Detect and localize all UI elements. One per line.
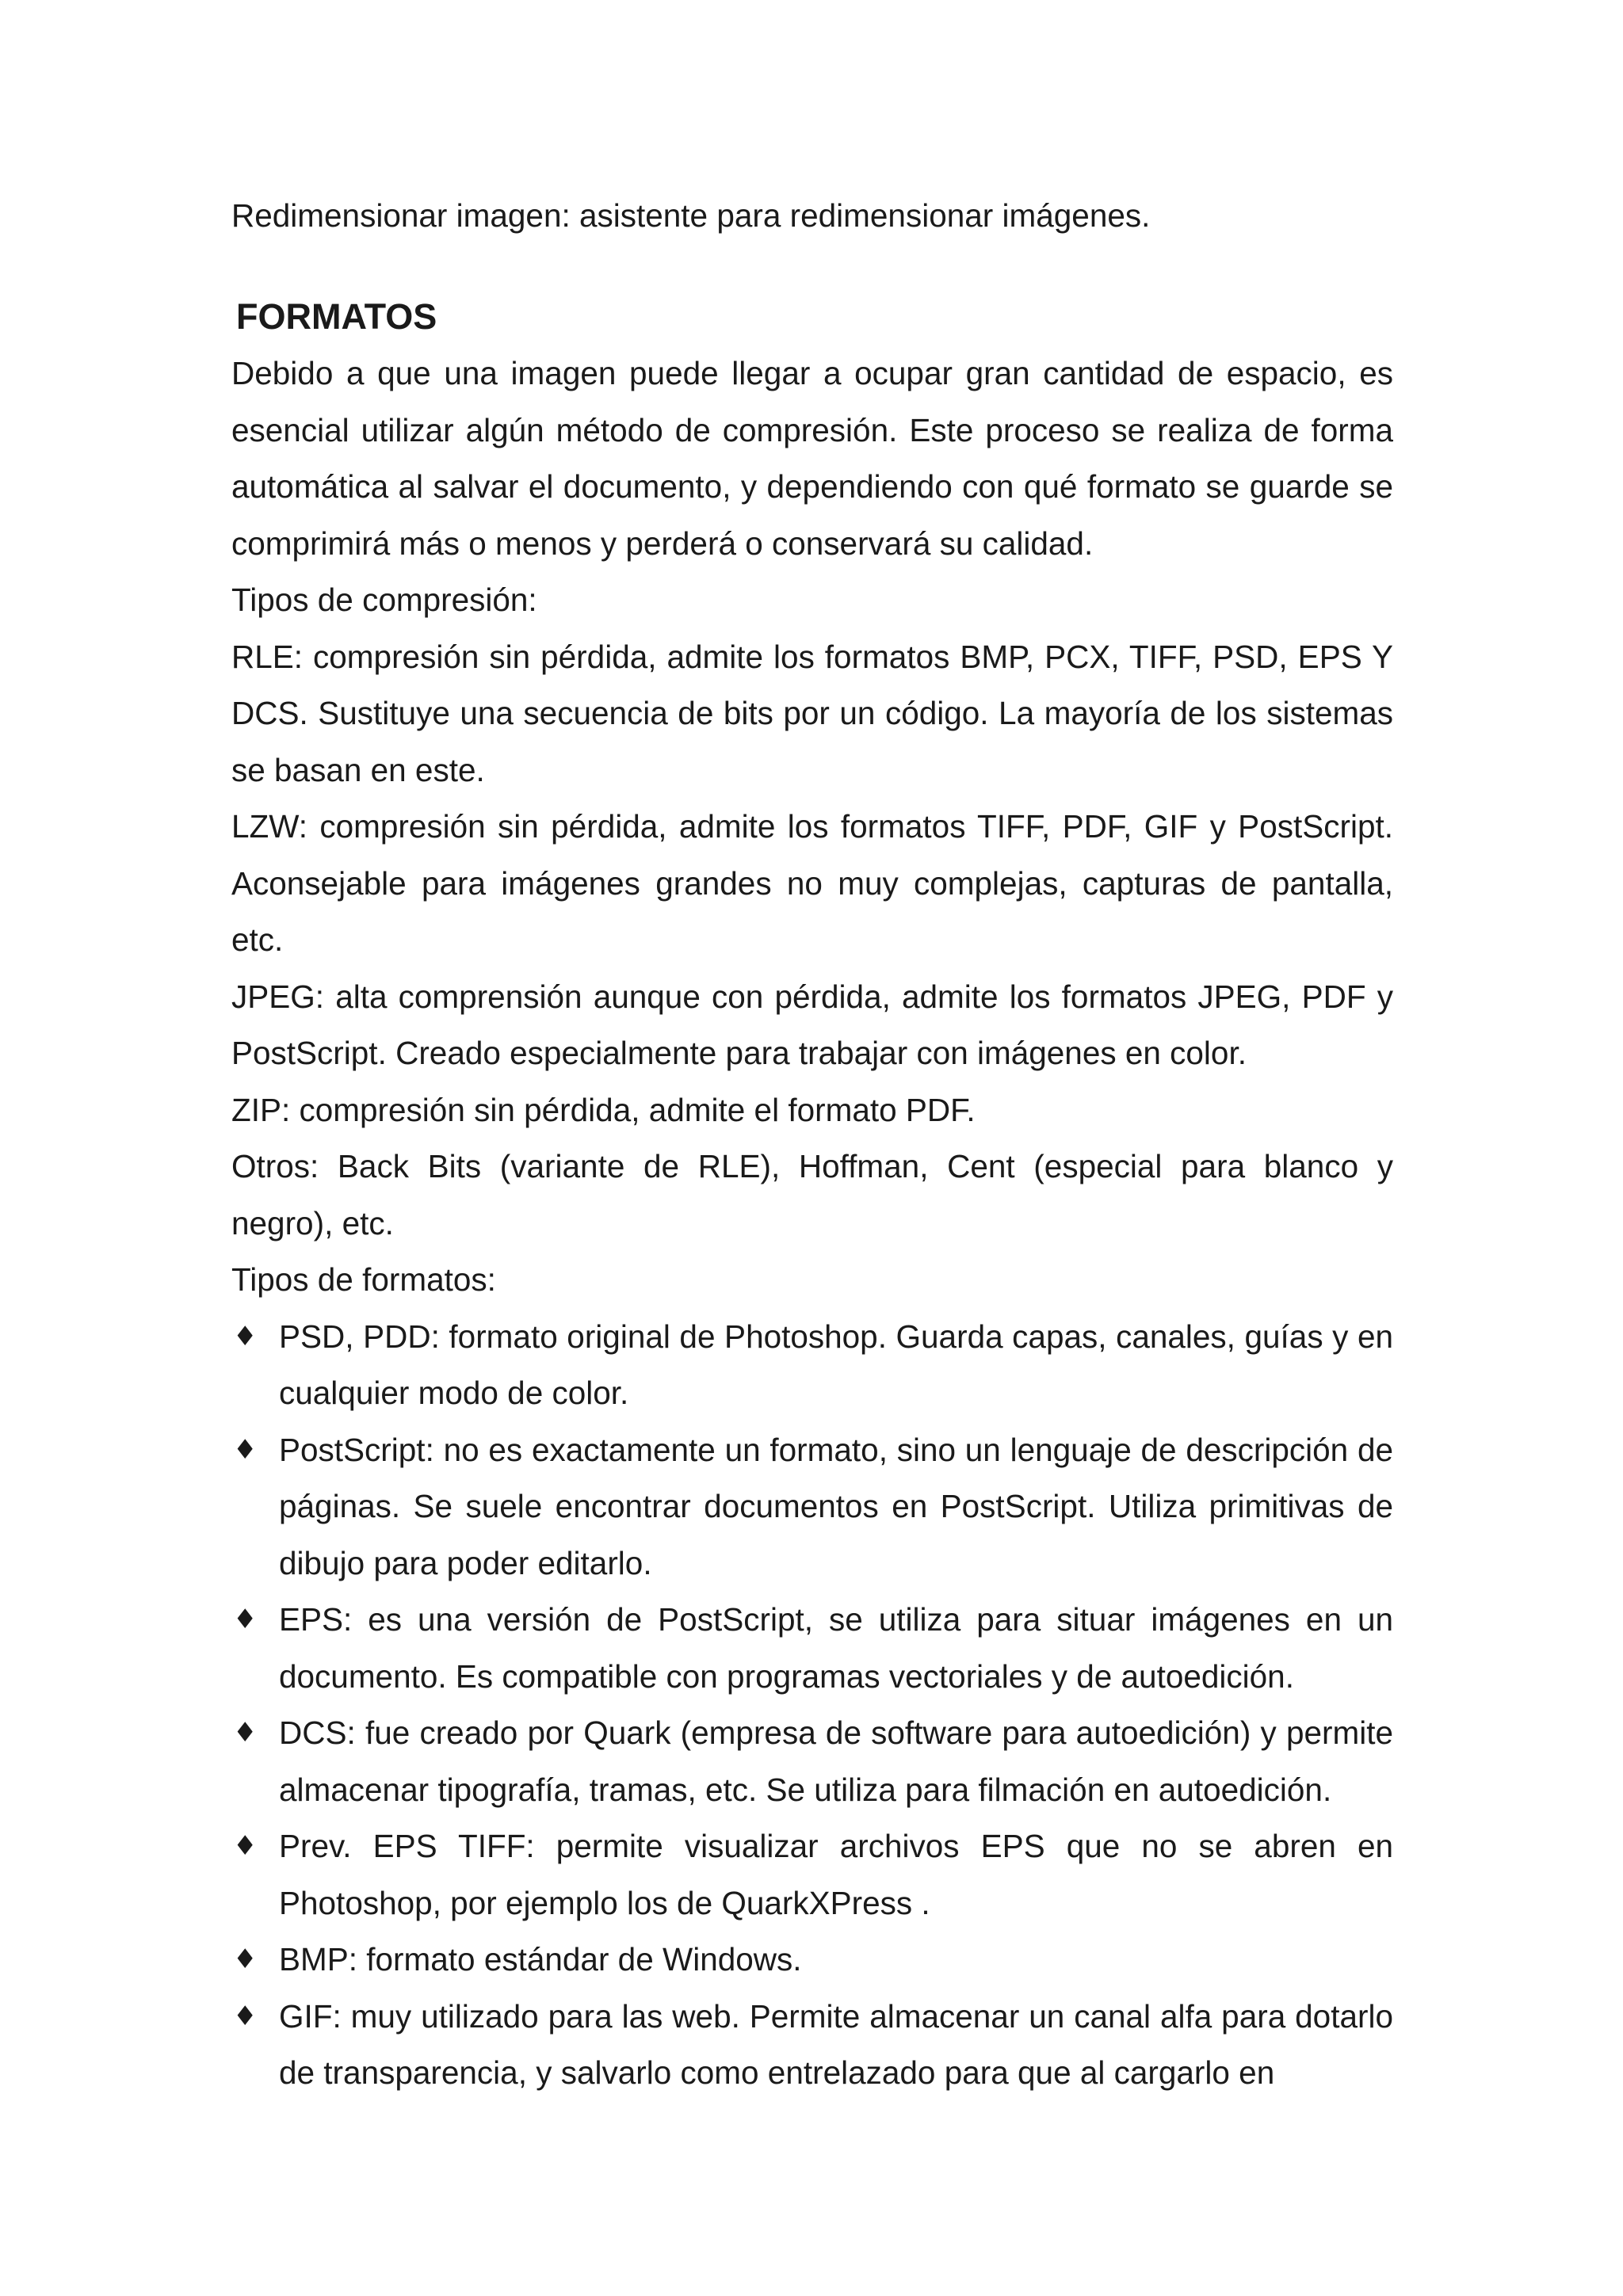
list-item-text: BMP: formato estándar de Windows. — [279, 1941, 802, 1978]
paragraph-lzw: LZW: compresión sin pérdida, admite los formatos TIFF, PDF, GIF y PostScript. Aconsejable para imágenes grandes no muy complejas, capturas de pantalla, etc. — [231, 808, 1393, 958]
diamond-bullet-icon: ♦ — [233, 1604, 258, 1635]
list-item-text: Prev. EPS TIFF: permite visualizar archivos EPS que no se abren en Photoshop, por ejemplo los de QuarkXPress . — [279, 1828, 1393, 1921]
list-item-text: PSD, PDD: formato original de Photoshop. Guarda capas, canales, guías y en cualquier modo de color. — [279, 1318, 1393, 1411]
paragraph-compression-intro: Debido a que una imagen puede llegar a ocupar gran cantidad de espacio, es esencial utilizar algún método de compresión. Este proceso se realiza de forma automática al salvar el documento, y dependiendo con qué formato se guarde se comprimirá más o menos y perderá o conservará su calidad. — [231, 355, 1393, 562]
paragraph-format-types-label: Tipos de formatos: — [231, 1261, 496, 1298]
list-item-text: GIF: muy utilizado para las web. Permite almacenar un canal alfa para dotarlo de transparencia, y salvarlo como entrelazado para que al cargarlo en — [279, 1997, 1393, 2091]
paragraph-compression-types-label: Tipos de compresión: — [231, 582, 537, 618]
document-page — [231, 192, 1393, 2102]
list-item-text: PostScript: no es exactamente un formato, sino un lenguaje de descripción de páginas. Se suele encontrar documentos en PostScript. Utiliza primitivas de dibujo para poder editarlo. — [279, 1431, 1393, 1581]
paragraph-jpeg: JPEG: alta comprensión aunque con pérdida, admite los formatos JPEG, PDF y PostScript. Creado especialmente para trabajar con imágenes en color. — [231, 978, 1393, 1071]
list-item — [231, 1818, 1393, 1932]
list-item-text: DCS: fue creado por Quark (empresa de software para autoedición) y permite almacenar tipografía, tramas, etc. Se utiliza para filmación en autoedición. — [279, 1714, 1393, 1808]
list-item — [231, 1705, 1393, 1818]
diamond-bullet-icon: ♦ — [233, 1943, 258, 1975]
list-item — [231, 1989, 1393, 2102]
list-item — [231, 1932, 1393, 1989]
diamond-bullet-icon: ♦ — [233, 2000, 258, 2032]
paragraph-rle: RLE: compresión sin pérdida, admite los formatos BMP, PCX, TIFF, PSD, EPS Y DCS. Sustituye una secuencia de bits por un código. La mayoría de los sistemas se basan en este. — [231, 638, 1393, 788]
paragraph-otros: Otros: Back Bits (variante de RLE), Hoffman, Cent (especial para blanco y negro), etc. — [231, 1148, 1393, 1241]
diamond-bullet-icon: ♦ — [233, 1717, 258, 1749]
list-item — [231, 1592, 1393, 1705]
format-list — [231, 1309, 1393, 2102]
diamond-bullet-icon: ♦ — [233, 1433, 258, 1466]
diamond-bullet-icon: ♦ — [233, 1320, 258, 1352]
paragraph-zip: ZIP: compresión sin pérdida, admite el formato PDF. — [231, 1091, 976, 1128]
list-item — [231, 1422, 1393, 1592]
diamond-bullet-icon: ♦ — [233, 1830, 258, 1862]
list-item-text: EPS: es una versión de PostScript, se utiliza para situar imágenes en un documento. Es compatible con programas vectoriales y de autoedición. — [279, 1601, 1393, 1695]
section-heading: FORMATOS — [236, 296, 437, 337]
intro-line: Redimensionar imagen: asistente para redimensionar imágenes. — [231, 197, 1151, 234]
list-item — [231, 1309, 1393, 1422]
